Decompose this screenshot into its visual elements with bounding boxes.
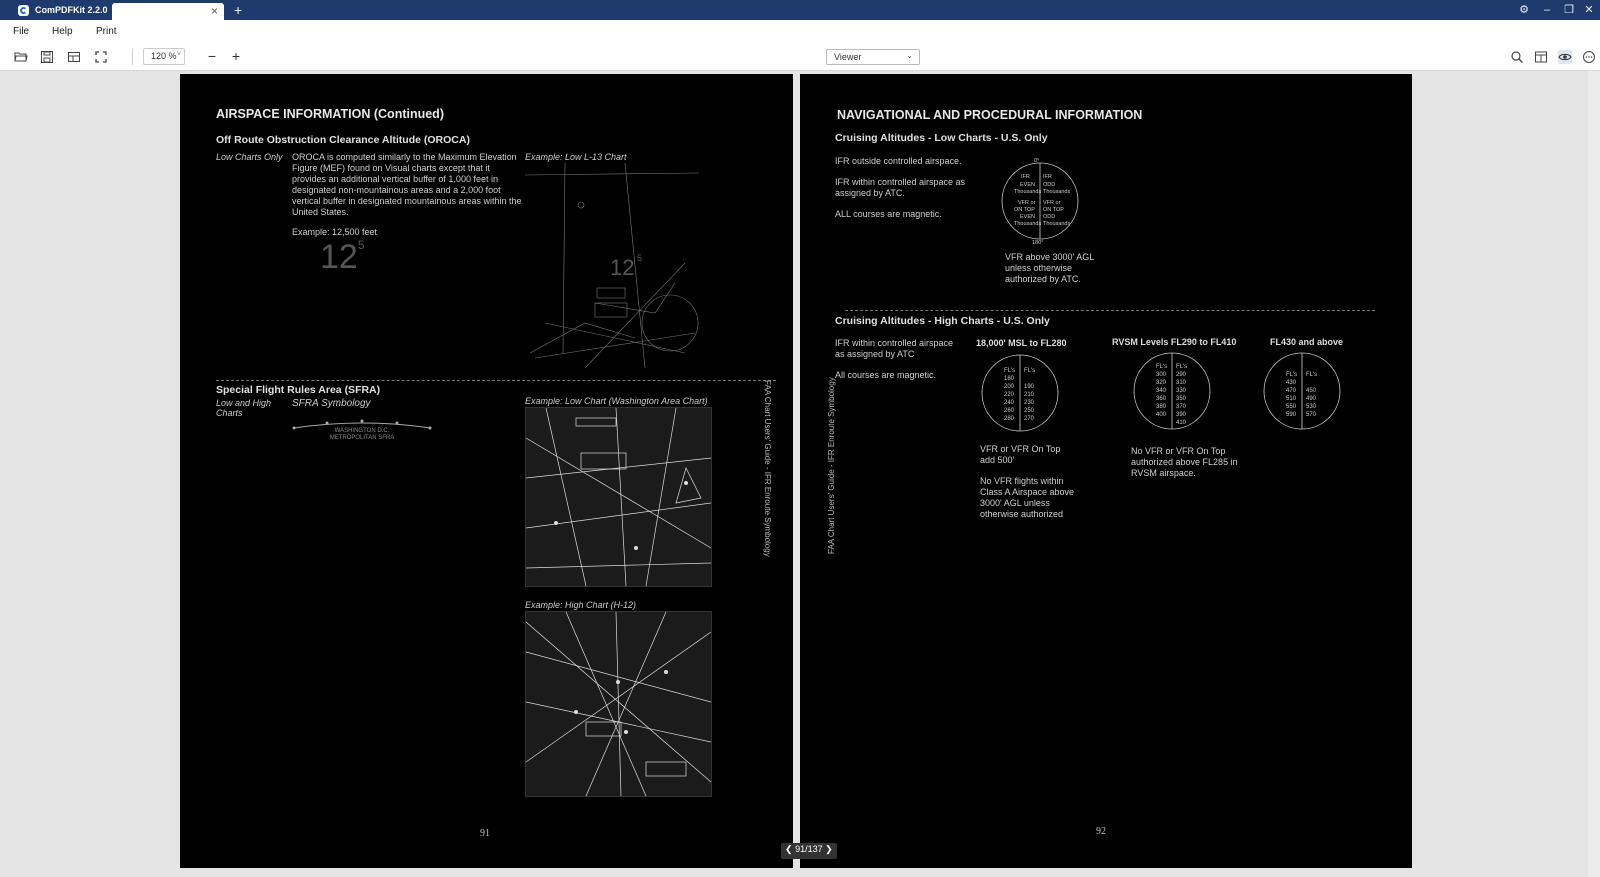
toolbar-divider: [132, 49, 133, 65]
example-high-label: Example: High Chart (H-12): [525, 600, 637, 610]
oroca-number: 12: [320, 238, 358, 276]
example-washington-label: Example: Low Chart (Washington Area Chart): [525, 396, 708, 406]
svg-text:EVEN: EVEN: [1020, 182, 1035, 188]
svg-text:ODD: ODD: [1043, 182, 1056, 188]
svg-text:FL's: FL's: [1156, 364, 1168, 370]
panel-layout-icon[interactable]: [1534, 50, 1548, 64]
section-divider: [845, 310, 1375, 311]
open-folder-icon[interactable]: [14, 50, 28, 64]
save-icon[interactable]: [40, 50, 54, 64]
svg-text:530: 530: [1306, 404, 1317, 410]
left-side-caption: FAA Chart Users' Guide - IFR Enroute Symbology: [763, 380, 772, 557]
svg-text:400: 400: [1156, 412, 1167, 418]
svg-text:430: 430: [1286, 380, 1297, 386]
svg-text:360: 360: [1156, 396, 1167, 402]
svg-text:280: 280: [1004, 416, 1015, 422]
svg-text:FL's: FL's: [1286, 372, 1298, 378]
prev-page-icon[interactable]: ❮: [785, 844, 793, 854]
next-page-icon[interactable]: ❯: [825, 844, 833, 854]
svg-text:ODD: ODD: [1043, 214, 1056, 220]
mode-select[interactable]: [826, 49, 920, 65]
page-layout-icon[interactable]: [67, 50, 81, 64]
page-number-92: 92: [1096, 826, 1106, 837]
svg-text:5: 5: [637, 253, 643, 263]
rvsm-compass-diagram: [1130, 348, 1214, 434]
search-icon[interactable]: [1510, 50, 1524, 64]
svg-text:200: 200: [1004, 384, 1015, 390]
svg-text:510: 510: [1286, 396, 1297, 402]
svg-text:190: 190: [1024, 384, 1035, 390]
tab-close-icon[interactable]: ×: [210, 4, 218, 18]
washington-chart-image: [525, 407, 712, 587]
zoom-select[interactable]: [143, 48, 185, 65]
ifr-within-text: IFR within controlled airspace as assigned by ATC.: [835, 177, 966, 198]
close-button[interactable]: ✕: [1584, 4, 1594, 16]
svg-text:ON TOP: ON TOP: [1014, 207, 1035, 213]
svg-text:380: 380: [1156, 404, 1167, 410]
sfra-symbology-label: SFRA Symbology: [292, 398, 371, 409]
svg-text:250: 250: [1024, 408, 1035, 414]
app-title: [0, 0, 110, 20]
svg-text:470: 470: [1286, 388, 1297, 394]
svg-text:Thousands: Thousands: [1014, 189, 1042, 195]
oroca-description: OROCA is computed similarly to the Maximum Elevation Figure (MEF) found on Visual charts except that it provides an additional vertical buffer of 1,000 feet in designated non-mountainous areas and a 2,000 foot vertical buffer in designated mountainous areas within the United States.: [292, 152, 522, 217]
page-title: AIRSPACE INFORMATION (Continued): [216, 107, 444, 121]
svg-text:240: 240: [1004, 400, 1015, 406]
svg-text:230: 230: [1024, 400, 1035, 406]
all-magnetic-high-text: All courses are magnetic.: [835, 370, 937, 380]
no-vfr-flights-text: No VFR flights within Class A Airspace above 3000' AGL unless otherwise authorized: [980, 476, 1075, 519]
sfra-boundary-label: WASHINGTON D.C. METROPOLITAN SFRA: [329, 428, 395, 441]
svg-text:490: 490: [1306, 396, 1317, 402]
svg-text:VFR or: VFR or: [1018, 200, 1036, 206]
oroca-number-sup: 5: [357, 238, 365, 252]
page-navigator: [781, 843, 837, 859]
fl430-compass-diagram: [1260, 348, 1344, 434]
vfr-on-top-text: VFR or VFR On Top add 500': [980, 444, 1061, 465]
toolbar: [0, 44, 1600, 71]
page-indicator: 91/137: [795, 844, 823, 854]
svg-text:FL's: FL's: [1024, 368, 1036, 374]
menu-file[interactable]: File: [13, 26, 30, 37]
oroca-example-number: [320, 238, 365, 277]
chevron-down-icon: ⌄: [906, 51, 913, 60]
svg-text:330: 330: [1176, 388, 1187, 394]
svg-text:FL's: FL's: [1306, 372, 1318, 378]
vfr-above-text: VFR above 3000' AGL unless otherwise authorized by ATC.: [1005, 252, 1094, 284]
menu-bar: [0, 20, 1600, 44]
svg-text:320: 320: [1156, 380, 1167, 386]
mode-value: Viewer: [834, 52, 862, 62]
example-feet: Example: 12,500 feet: [292, 227, 378, 237]
section-divider: [216, 380, 776, 381]
restore-button[interactable]: ❐: [1564, 4, 1574, 16]
svg-text:310: 310: [1176, 380, 1187, 386]
new-tab-button[interactable]: +: [234, 2, 243, 18]
svg-text:260: 260: [1004, 408, 1015, 414]
svg-text:590: 590: [1286, 412, 1297, 418]
svg-text:180: 180: [1004, 376, 1015, 382]
svg-text:FL's: FL's: [1004, 368, 1016, 374]
svg-text:570: 570: [1306, 412, 1317, 418]
svg-text:550: 550: [1286, 404, 1297, 410]
app-logo-icon: [18, 5, 29, 16]
low-charts-only-label: Low Charts Only: [216, 152, 283, 162]
svg-text:340: 340: [1156, 388, 1167, 394]
minimize-button[interactable]: –: [1543, 4, 1551, 16]
svg-text:EVEN: EVEN: [1020, 214, 1035, 220]
rvsm-title: RVSM Levels FL290 to FL410: [1112, 337, 1237, 347]
svg-text:Thousands: Thousands: [1043, 189, 1071, 195]
svg-text:Thousands: Thousands: [1043, 221, 1071, 227]
fl-18000-compass-diagram: [978, 350, 1062, 436]
svg-text:290: 290: [1176, 372, 1187, 378]
all-magnetic-text: ALL courses are magnetic.: [835, 209, 942, 219]
svg-text:300: 300: [1156, 372, 1167, 378]
low-high-charts-label: Low and High Charts: [216, 398, 272, 418]
svg-text:270: 270: [1024, 416, 1035, 422]
svg-text:180°: 180°: [1032, 240, 1044, 244]
example-low-label: Example: Low L-13 Chart: [525, 152, 627, 162]
oroca-heading: Off Route Obstruction Clearance Altitude (OROCA): [216, 134, 470, 146]
chevron-down-icon: ˅: [176, 51, 181, 58]
zoom-in-button[interactable]: +: [231, 48, 241, 64]
app-title-label: ComPDFKit 2.2.0: [35, 5, 108, 15]
svg-text:ON TOP: ON TOP: [1043, 207, 1064, 213]
fl-18000-title: 18,000' MSL to FL280: [976, 338, 1067, 348]
low-cruising-heading: Cruising Altitudes - Low Charts - U.S. Only: [835, 132, 1048, 144]
no-vfr-rvsm-text: No VFR or VFR On Top authorized above FL285 in RVSM airspace.: [1131, 446, 1238, 478]
right-side-caption: FAA Chart Users' Guide - IFR Enroute Symbology: [827, 377, 836, 554]
svg-text:Thousands: Thousands: [1014, 221, 1042, 227]
svg-text:IFR: IFR: [1043, 174, 1052, 180]
sfra-heading: Special Flight Rules Area (SFRA): [216, 384, 381, 396]
svg-text:450: 450: [1306, 388, 1317, 394]
view-eye-icon[interactable]: [1558, 50, 1572, 64]
title-bar: [0, 0, 1600, 20]
pdf-page-92: [800, 74, 1412, 868]
svg-text:350: 350: [1176, 396, 1187, 402]
low-l13-chart-image: [525, 163, 699, 368]
document-viewer[interactable]: [0, 71, 1600, 877]
svg-text:370: 370: [1176, 404, 1187, 410]
menu-print[interactable]: Print: [96, 26, 117, 37]
svg-text:210: 210: [1024, 392, 1035, 398]
right-page-title: NAVIGATIONAL AND PROCEDURAL INFORMATION: [837, 108, 1143, 122]
svg-text:410: 410: [1176, 420, 1187, 426]
svg-text:VFR or: VFR or: [1043, 200, 1061, 206]
fit-page-icon[interactable]: [94, 50, 108, 64]
zoom-value: 120 %: [151, 51, 177, 61]
svg-text:FL's: FL's: [1176, 364, 1188, 370]
svg-text:390: 390: [1176, 412, 1187, 418]
settings-icon[interactable]: ⚙: [1519, 4, 1529, 16]
svg-text:12: 12: [610, 255, 635, 280]
more-options-icon[interactable]: [1582, 50, 1596, 64]
low-altitude-compass-diagram: [998, 158, 1082, 244]
pdf-page-91: [180, 74, 793, 868]
ifr-outside-text: IFR outside controlled airspace.: [835, 156, 962, 166]
svg-text:IFR: IFR: [1021, 174, 1030, 180]
high-chart-image: [525, 611, 712, 797]
ifr-within-high-text: IFR within controlled airspace as assigned by ATC: [835, 338, 954, 359]
svg-text:220: 220: [1004, 392, 1015, 398]
vertical-scrollbar[interactable]: [1588, 71, 1600, 877]
fl430-title: FL430 and above: [1270, 337, 1344, 347]
document-tab[interactable]: [112, 3, 224, 20]
menu-help[interactable]: Help: [52, 26, 73, 37]
zoom-out-button[interactable]: −: [207, 48, 217, 64]
high-cruising-heading: Cruising Altitudes - High Charts - U.S. Only: [835, 315, 1050, 327]
page-number-91: 91: [480, 828, 490, 839]
svg-text:0°: 0°: [1034, 158, 1040, 164]
